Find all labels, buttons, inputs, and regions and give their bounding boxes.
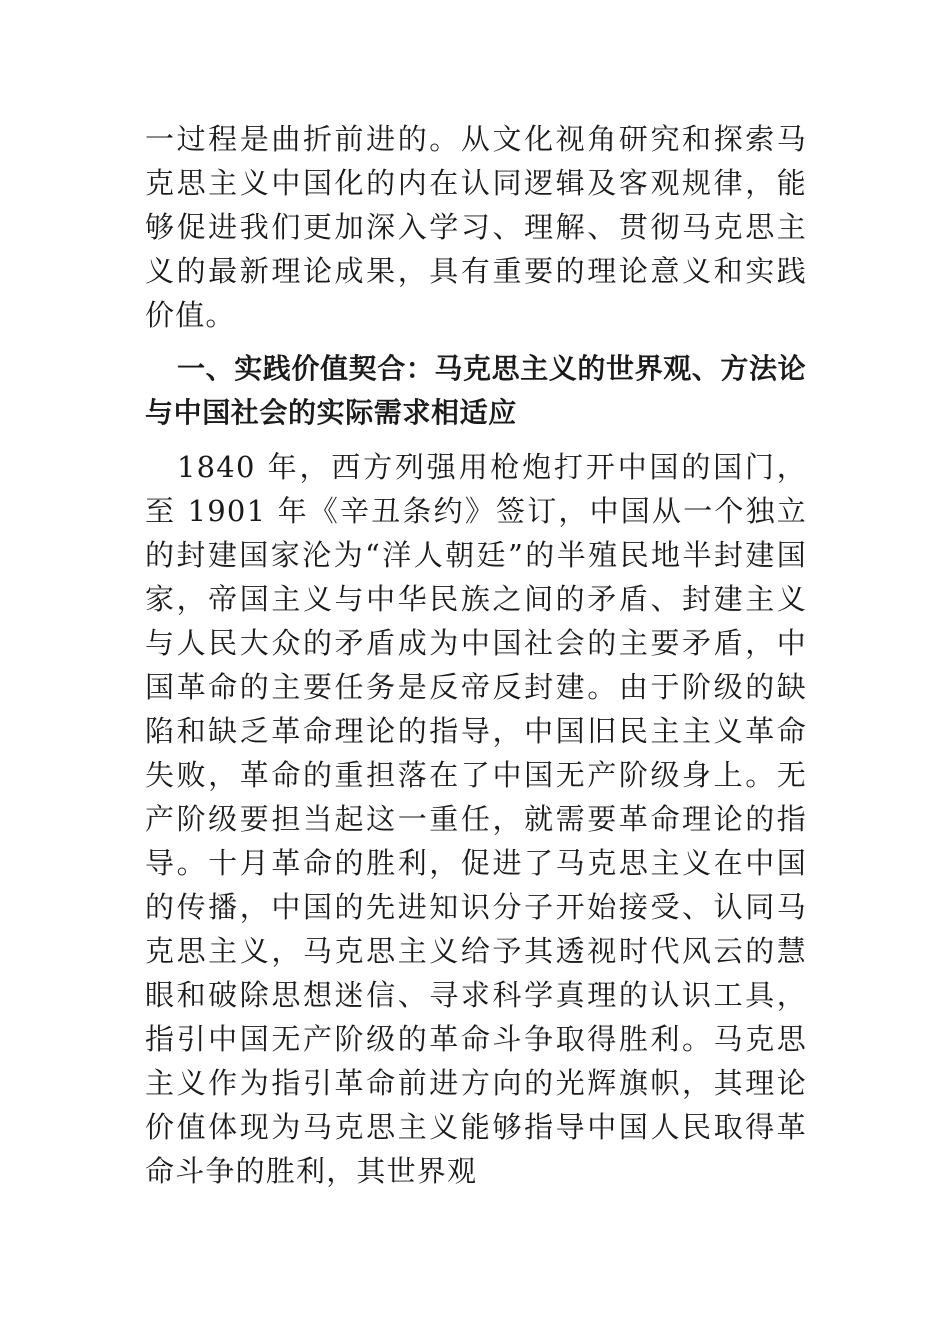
section-heading: 一、实践价值契合：马克思主义的世界观、方法论与中国社会的实际需求相适应 bbox=[145, 352, 807, 429]
document-body bbox=[145, 117, 807, 1193]
paragraph-continuation: 一过程是曲折前进的。从文化视角研究和探索马克思主义中国化的内在认同逻辑及客观规律，能够促进我们更加深入学习、理解、贯彻马克思主义的最新理论成果，具有重要的理论意义和实践价值。 bbox=[145, 122, 807, 332]
paragraph-body: 1840 年，西方列强用枪炮打开中国的国门，至 1901 年《辛丑条约》签订，中国从一个独立的封建国家沦为“洋人朝廷”的半殖民地半封建国家，帝国主义与中华民族之间的矛盾、封建主义与人民大众的矛盾成为中国社会的主要矛盾，中国革命的主要任务是反帝反封建。由于阶级的缺陷和缺乏革命理论的指导，中国旧民主主义革命失败，革命的重担落在了中国无产阶级身上。无产阶级要担当起这一重任，就需要革命理论的指导。十月革命的胜利，促进了马克思主义在中国的传播，中国的先进知识分子开始接受、认同马克思主义，马克思主义给予其透视时代风云的慧眼和破除思想迷信、寻求科学真理的认识工具，指引中国无产阶级的革命斗争取得胜利。马克思主义作为指引革命前进方向的光辉旗帜，其理论价值体现为马克思主义能够指导中国人民取得革命斗争的胜利，其世界观 bbox=[145, 450, 807, 1188]
